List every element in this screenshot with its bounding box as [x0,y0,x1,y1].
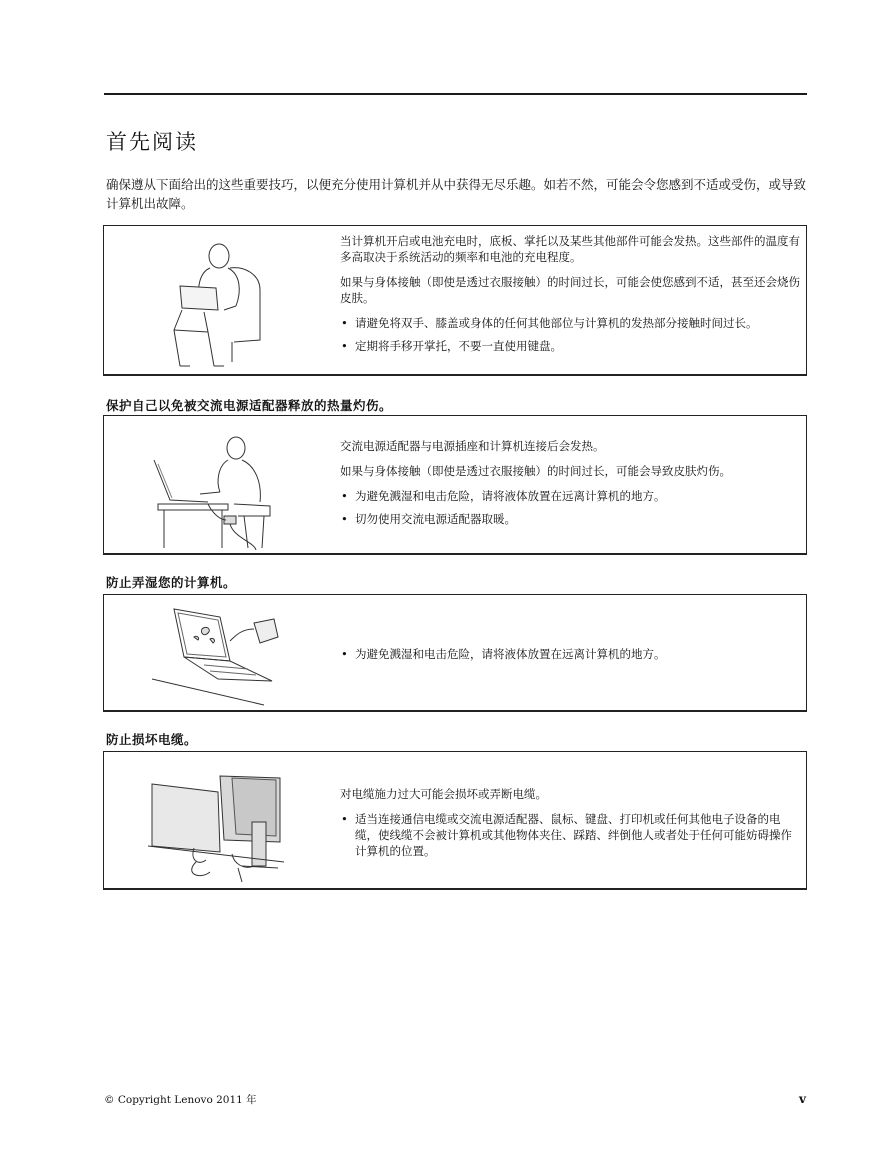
page-number: v [799,1092,806,1106]
box4-bullet-list [340,811,800,859]
box4-paragraph-1: 对电缆施力过大可能会损坏或弄断电缆。 [340,787,547,801]
section4-heading: 防止损坏电缆。 [106,732,198,747]
box3-bullet-list [340,646,800,662]
intro-paragraph: 确保遵从下面给出的这些重要技巧，以便充分使用计算机并从中获得无尽乐趣。如若不然，可能会令您感到不适或受伤，或导致计算机出故障。 [106,177,807,211]
bullet-glyph: • [341,489,348,503]
box1-paragraph-2: 如果与身体接触（即使是透过衣服接触）的时间过长，可能会使您感到不适，甚至还会烧伤皮肤。 [340,275,800,305]
box1-bullet-2 [340,338,800,354]
box4-bullet-1-text: 适当连接通信电缆或交流电源适配器、鼠标、键盘、打印机或任何其他电子设备的电缆，使线缆不会被计算机或其他物体夹住、踩踏、绊倒他人或者处于任何可能妨碍操作计算机的位置。 [355,812,792,858]
box1-text [340,233,800,361]
person-laptop-on-lap-illustration [144,230,274,370]
box2-bullet-1 [340,488,800,504]
liquid-warning-box [103,594,807,712]
box1-bullet-2-text: 定期将手移开掌托，不要一直使用键盘。 [355,339,562,353]
box1-paragraph-1: 当计算机开启或电池充电时，底板、掌托以及某些其他部件可能会发热。这些部件的温度有多高取决于系统活动的频率和电池的充电程度。 [340,234,800,264]
liquid-spill-on-laptop-illustration [144,599,294,707]
box4-bullet-1 [340,811,800,859]
cable-warning-box [103,751,807,890]
cables-behind-monitors-illustration [144,756,294,884]
heat-warning-box [103,225,807,376]
bullet-glyph: • [341,339,348,353]
bullet-glyph: • [341,316,348,330]
box2-bullet-1-text: 为避免溅湿和电击危险，请将液体放置在远离计算机的地方。 [355,489,666,503]
box1-bullet-list [340,315,800,354]
box2-text [340,438,800,534]
box3-bullet-1-text: 为避免溅湿和电击危险，请将液体放置在远离计算机的地方。 [355,647,666,661]
adapter-heat-box [103,415,807,555]
page-title: 首先阅读 [106,130,198,154]
box3-text [340,646,800,669]
box2-bullet-2-text: 切勿使用交流电源适配器取暖。 [355,512,516,526]
bullet-glyph: • [341,647,348,661]
bullet-glyph: • [341,512,348,526]
box1-bullet-1-text: 请避免将双手、膝盖或身体的任何其他部位与计算机的发热部分接触时间过长。 [355,316,758,330]
box3-bullet-1 [340,646,800,662]
box2-paragraph-1: 交流电源适配器与电源插座和计算机连接后会发热。 [340,439,605,453]
bullet-glyph: • [341,812,348,826]
copyright-footer: © Copyright Lenovo 2011 年 [104,1094,257,1106]
box2-bullet-list [340,488,800,527]
top-rule [104,93,807,95]
section2-heading: 保护自己以免被交流电源适配器释放的热量灼伤。 [106,398,393,413]
box2-bullet-2 [340,511,800,527]
section3-heading: 防止弄湿您的计算机。 [106,575,237,590]
box4-text [340,786,800,866]
box1-bullet-1 [340,315,800,331]
person-at-desk-with-adapter-illustration [144,420,294,550]
box2-paragraph-2: 如果与身体接触（即使是透过衣服接触）的时间过长，可能会导致皮肤灼伤。 [340,464,731,478]
